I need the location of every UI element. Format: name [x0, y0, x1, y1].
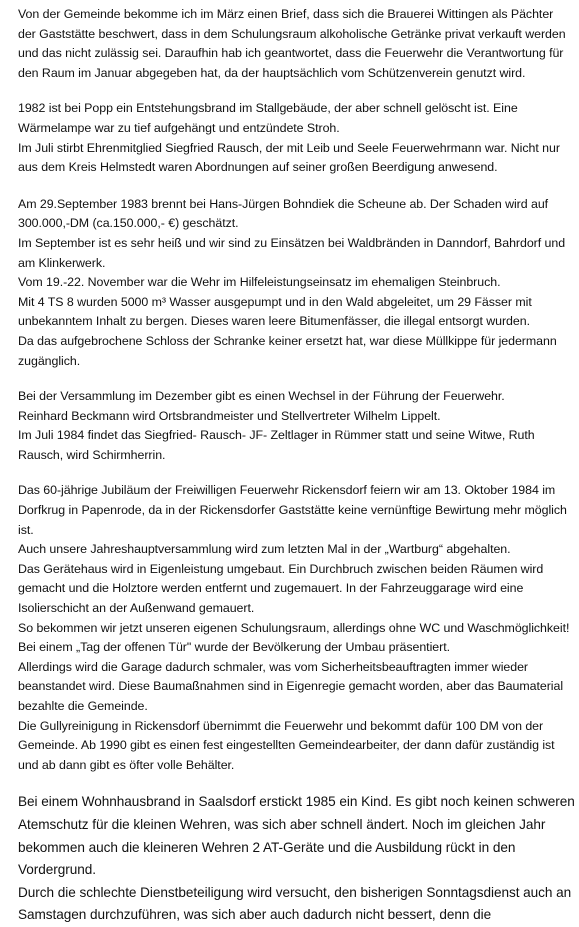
text-line: Im Juli stirbt Ehrenmitglied Siegfried Rausch, der mit Leib und Seele Feuerwehrmann war. Nicht nur [18, 140, 560, 155]
text-line: Samstagen durchzuführen, was sich aber auch dadurch nicht bessert, denn die [18, 907, 492, 923]
text-line: unbekanntem Inhalt zu bergen. Dieses waren leere Bitumenfässer, die illegal entsorgt wurden. [18, 314, 530, 329]
text-line: Bei einem „Tag der offenen Tür" wurde der Bevölkerung der Umbau präsentiert. [18, 640, 450, 655]
paragraph-brauerei-letter [18, 5, 567, 83]
text-line: Mit 4 TS 8 wurden 5000 m³ Wasser ausgepumpt und in den Wald abgeleitet, um 29 Fässer mit [18, 294, 532, 309]
text-line: beanstandet wird. Diese Baumaßnahmen sind in Eigenregie gemacht worden, aber das Baumaterial [18, 679, 564, 694]
text-line: Die Gullyreinigung in Rickensdorf übernimmt die Feuerwehr und bekommt dafür 100 DM von der [18, 718, 544, 733]
text-line: bezahlte die Gemeinde. [18, 699, 148, 713]
text-line: Im Juli 1984 findet das Siegfried- Rausch- JF- Zeltlager in Rümmer statt und seine Witwe, Ruth [18, 428, 535, 443]
text-line: Bei einem Wohnhausbrand in Saalsdorf erstickt 1985 ein Kind. Es gibt noch keinen schweren [18, 794, 575, 810]
text-line: Bei der Versammlung im Dezember gibt es einen Wechsel in der Führung der Feuerwehr. [18, 389, 505, 404]
text-line: Durch die schlechte Dienstbeteiligung wird versucht, den bisherigen Sonntagsdienst auch an [18, 884, 572, 900]
text-line: Dorfkrug in Papenrode, da in der Rickensdorfer Gaststätte keine vernünftige Bewirtung mehr möglich [18, 503, 567, 518]
text-line: Wärmelampe war zu tief aufgehängt und entzündete Stroh. [18, 120, 340, 135]
text-line: gemacht und die Holztore werden entfernt und zugemauert. In der Fahrzeuggarage wird eine [18, 581, 524, 596]
text-line: Reinhard Beckmann wird Ortsbrandmeister und Stellvertreter Wilhelm Lippelt. [18, 408, 441, 423]
text-line: Vordergrund. [18, 862, 96, 878]
text-line: Das Gerätehaus wird in Eigenleistung umgebaut. Ein Durchbruch zwischen beiden Räumen wird [18, 561, 544, 576]
text-line: und das nicht zulässig sei. Daraufhin hab ich geantwortet, dass die Feuerwehr die Verantwortung für [18, 46, 564, 61]
text-line: So bekommen wir jetzt unseren eigenen Schulungsraum, allerdings ohne WC und Waschmöglichkeit! [18, 620, 570, 635]
text-line: Da das aufgebrochene Schloss der Schranke keiner ersetzt hat, war diese Müllkippe für jedermann [18, 333, 557, 348]
paragraph-1982 [18, 99, 567, 177]
text-line: und ab dann gibt es öfter volle Behälter. [18, 757, 235, 772]
text-line: Das 60-jährige Jubiläum der Freiwilligen Feuerwehr Rickensdorf feiern wir am 13. Oktober 1984 im [18, 483, 556, 498]
text-line: Gemeinde. Ab 1990 gibt es einen fest eingestellten Gemeindearbeiter, der dann dafür zuständig ist [18, 738, 555, 753]
text-line: 1982 ist bei Popp ein Entstehungsbrand im Stallgebäude, der aber schnell gelöscht ist. Eine [18, 101, 518, 116]
text-line: aus dem Kreis Helmstedt waren Abordnungen auf seiner großen Beerdigung anwesend. [18, 160, 498, 175]
paragraph-1983 [18, 195, 567, 371]
paragraph-leadership-change [18, 387, 567, 465]
text-line: der Gaststätte beschwert, dass in dem Schulungsraum alkoholische Getränke privat verkauft werden [18, 26, 566, 41]
text-line: 300.000,-DM (ca.150.000,- €) geschätzt. [18, 216, 239, 231]
text-line: Am 29.September 1983 brennt bei Hans-Jürgen Bohndiek die Scheune ab. Der Schaden wird auf [18, 196, 549, 211]
text-line: Auch unsere Jahreshauptversammlung wird zum letzten Mal in der „Wartburg“ abgehalten. [18, 542, 511, 557]
text-line: zugänglich. [18, 353, 81, 368]
paragraph-jubilee-1984 [18, 481, 570, 775]
text-line: den Raum im Januar abgegeben hat, da der hauptsächlich vom Schützenverein genutzt wird. [18, 65, 526, 80]
text-line: Isolierschicht an der Außenwand gemauert. [18, 601, 255, 616]
text-line: Rausch, wird Schirmherrin. [18, 447, 166, 462]
text-line: Atemschutz für die kleinen Wehren, was sich aber schnell ändert. Noch im gleichen Jahr [18, 816, 546, 832]
text-line: Im September ist es sehr heiß und wir sind zu Einsätzen bei Waldbränden in Danndorf, Bahrdorf und [18, 235, 566, 250]
text-line: am Klinkerwerk. [18, 255, 106, 270]
text-line: Allerdings wird die Garage dadurch schmaler, was vom Sicherheitsbeauftragten immer wieder [18, 659, 528, 674]
text-line: Vom 19.-22. November war die Wehr im Hilfeleistungseinsatz im ehemaligen Steinbruch. [18, 275, 501, 290]
paragraph-1985 [18, 791, 575, 927]
text-line: Von der Gemeinde bekomme ich im März einen Brief, dass sich die Brauerei Wittingen als Pächter [18, 7, 554, 21]
text-line: bekommen auch die kleineren Wehren 2 AT-Geräte und die Ausbildung rückt in den [18, 839, 516, 855]
text-line: ist. [18, 522, 34, 537]
